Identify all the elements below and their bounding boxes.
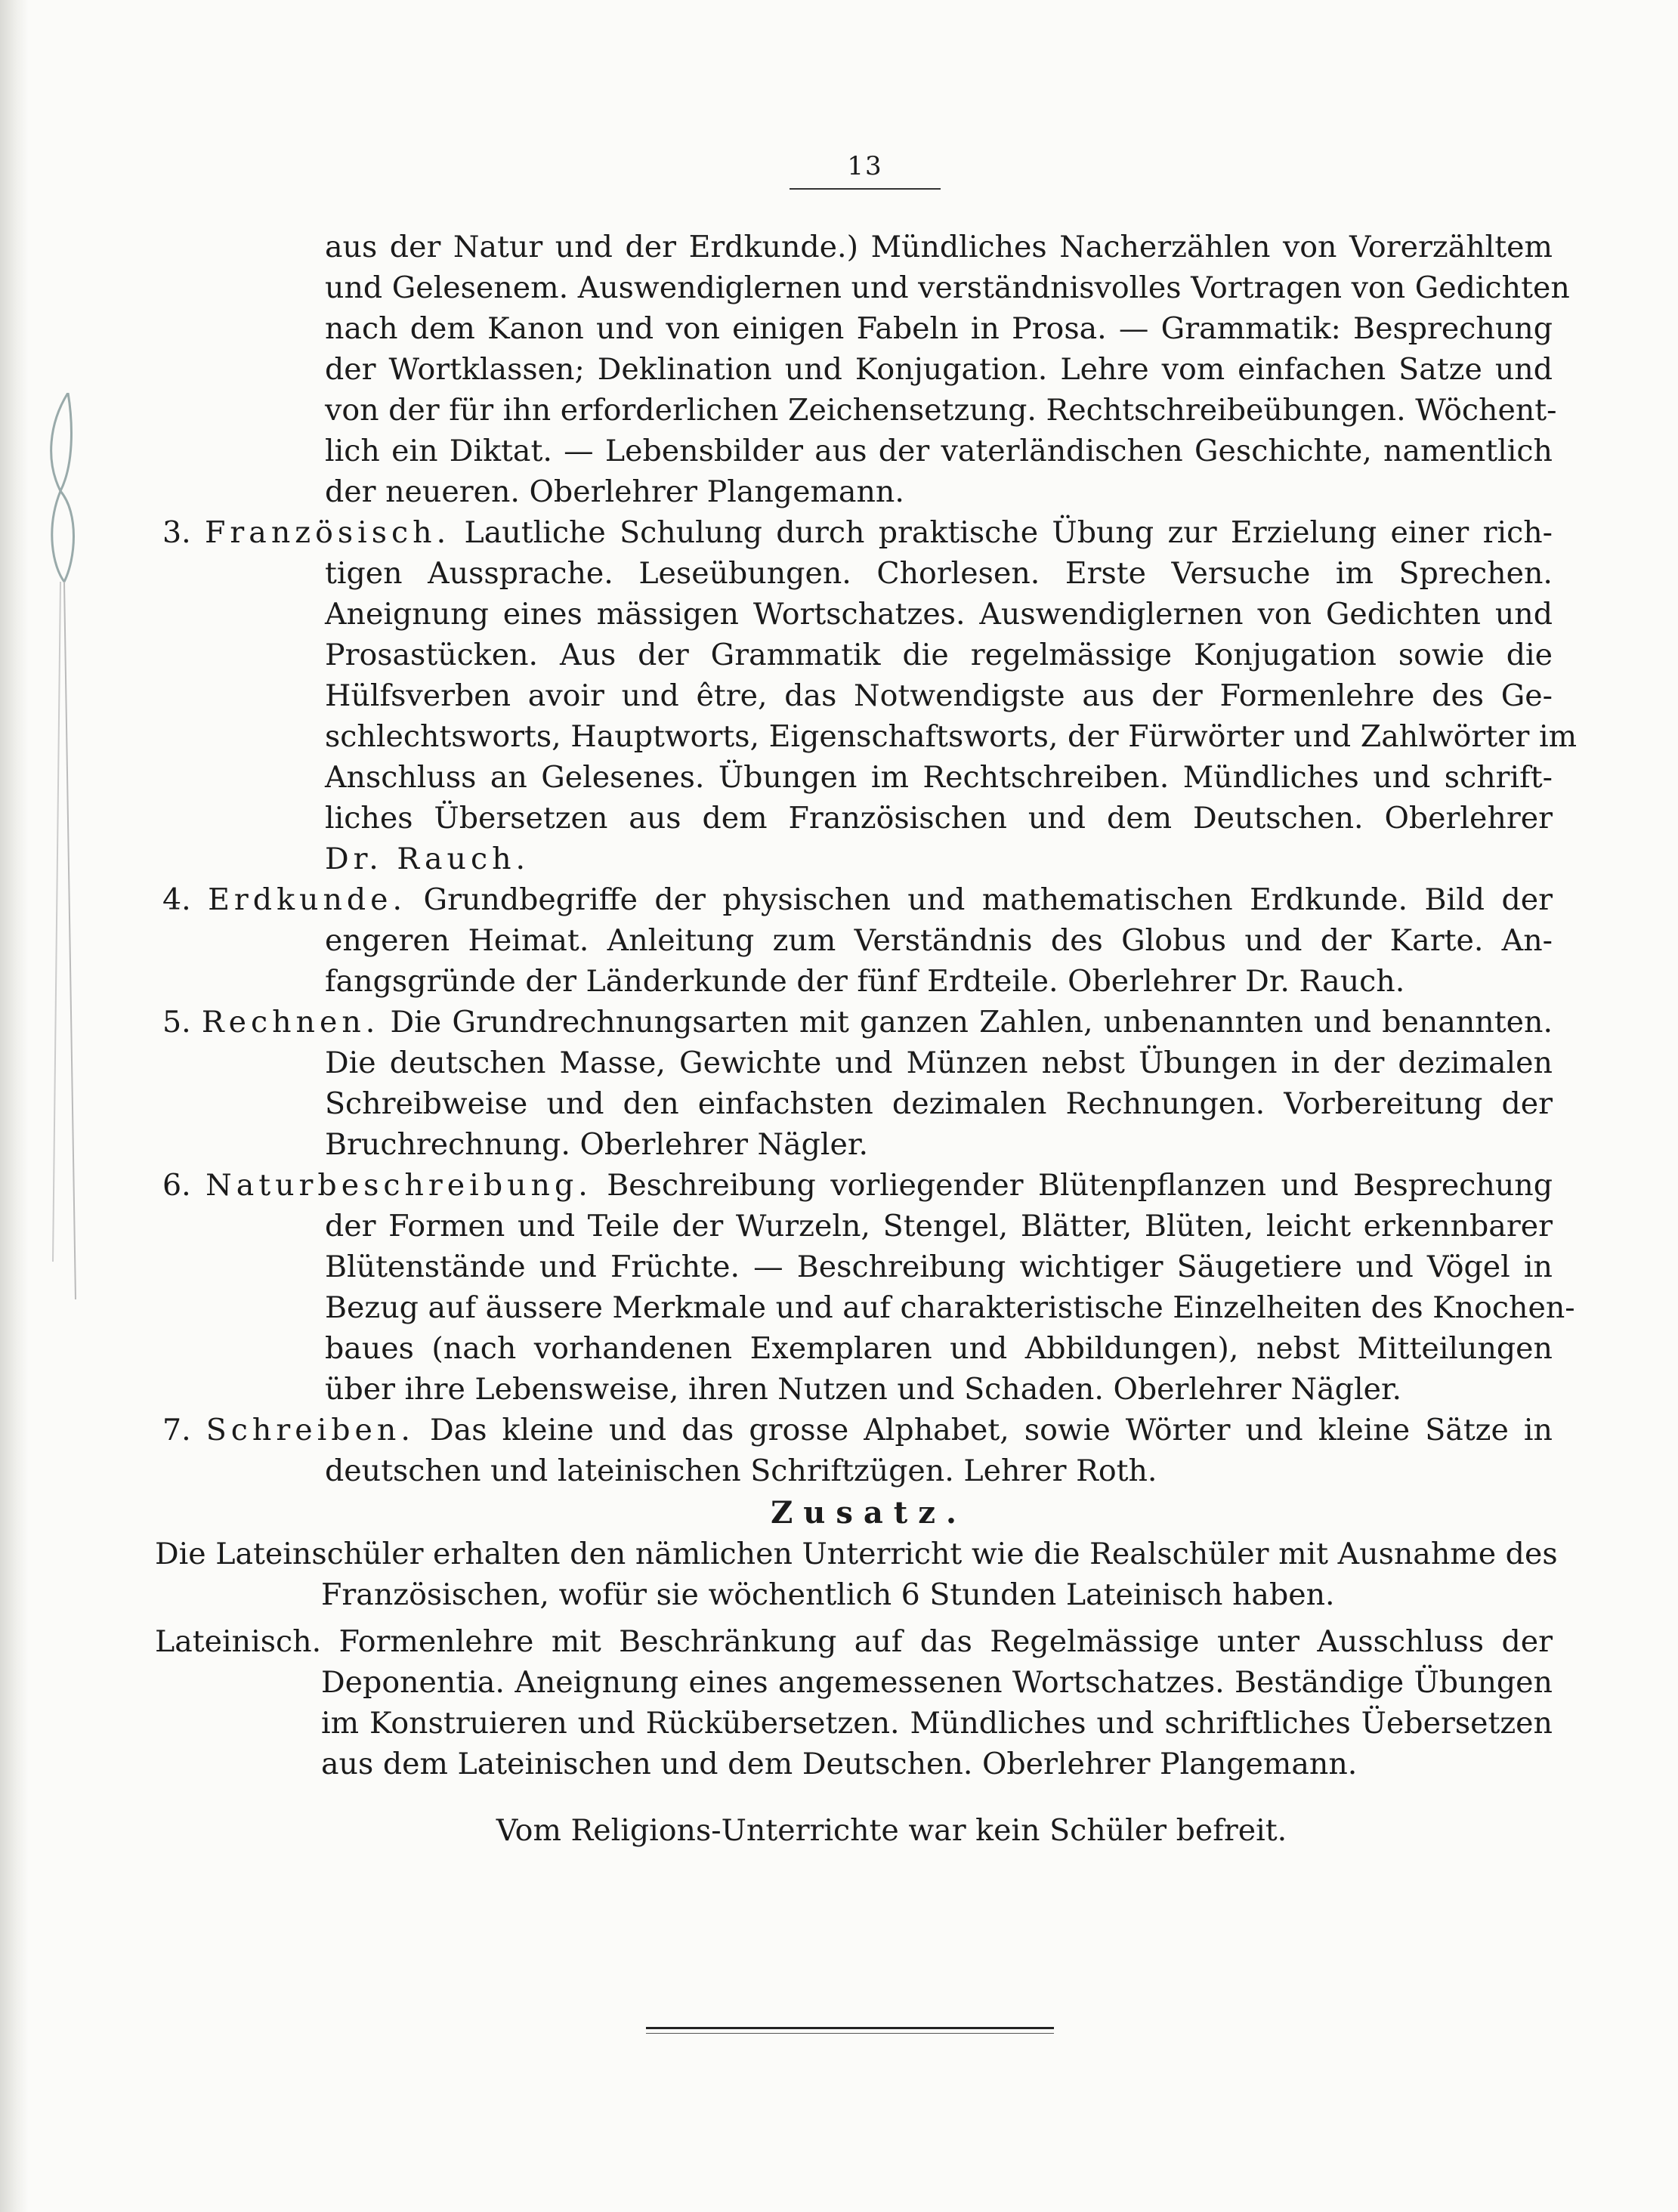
text-line: tigen Aussprache. Leseübungen. Chorlesen. Erste Versuche im Sprechen. — [325, 556, 1553, 591]
text-line: liches Übersetzen aus dem Französischen und dem Deutschen. Oberlehrer — [325, 801, 1553, 836]
text-line: Prosastücken. Aus der Grammatik die regelmässige Konjugation sowie die — [325, 638, 1553, 672]
subject-text: Das kleine und das grosse Alphabet, sowie Wörter und kleine Sätze in — [429, 1413, 1553, 1447]
text-line: Hülfsverben avoir und être, das Notwendigste aus der Formenlehre des Ge- — [325, 678, 1553, 713]
text-line: schlechtsworts, Hauptworts, Eigenschaftsworts, der Fürwörter und Zahlwörter im — [325, 719, 1578, 754]
text-line: Aneignung eines mässigen Wortschatzes. Auswendiglernen von Gedichten und — [325, 597, 1553, 632]
subject-title: Rechnen. — [201, 1005, 380, 1040]
text-line: im Konstruieren und Rückübersetzen. Mündliches und schriftliches Üebersetzen — [321, 1706, 1553, 1741]
text-line: der Wortklassen; Deklination und Konjugation. Lehre vom einfachen Satze und — [325, 352, 1553, 387]
subject-text: Grundbegriffe der physischen und mathematischen Erdkunde. Bild der — [423, 882, 1553, 917]
subject-title: Naturbeschreibung. — [206, 1168, 592, 1203]
subject-first-line — [162, 512, 1553, 553]
subject-rechnen — [155, 1002, 1553, 1165]
subject-first-line — [162, 1165, 1553, 1206]
subject-text: Die Grundrechnungsarten mit ganzen Zahlen, unbenannten und benannten. — [390, 1005, 1553, 1040]
subject-number: 6. — [162, 1168, 191, 1203]
subject-franzoesisch — [155, 512, 1578, 879]
subject-title: Erdkunde. — [208, 882, 407, 917]
page-binding-shadow — [0, 0, 29, 2212]
closing-note: Vom Religions-Unterrichte war kein Schüler befreit. — [496, 1813, 1287, 1848]
subject-title: Französisch. — [205, 515, 451, 550]
text-line: der Formen und Teile der Wurzeln, Stengel, Blätter, Blüten, leicht erkennbarer — [325, 1209, 1553, 1243]
continued-paragraph — [155, 227, 1570, 512]
text-line: nach dem Kanon und von einigen Fabeln in Prosa. — Grammatik: Besprechung — [325, 311, 1553, 346]
text-line: baues (nach vorhandenen Exemplaren und Abbildungen), nebst Mitteilungen — [325, 1331, 1553, 1366]
text-line: Französischen, wofür sie wöchentlich 6 Stunden Lateinisch haben. — [321, 1577, 1335, 1612]
page-body — [155, 227, 1578, 1851]
subject-text: Beschreibung vorliegender Blütenpflanzen und Besprechung — [607, 1168, 1553, 1203]
text-line: aus dem Lateinischen und dem Deutschen. Oberlehrer Plangemann. — [321, 1747, 1358, 1781]
subject-title: Schreiben. — [206, 1413, 415, 1447]
text-line: Blütenstände und Früchte. — Beschreibung wichtiger Säugetiere und Vögel in — [325, 1250, 1553, 1284]
subject-naturbeschreibung — [155, 1165, 1575, 1410]
zusatz-lateinisch — [155, 1621, 1553, 1784]
subject-first-line — [162, 1002, 1553, 1043]
text-line: Die deutschen Masse, Gewichte und Münzen nebst Übungen in der dezimalen — [325, 1046, 1553, 1080]
zusatz-intro — [155, 1534, 1558, 1615]
text-line: fangsgründe der Länderkunde der fünf Erdteile. Oberlehrer Dr. Rauch. — [325, 964, 1405, 999]
page-number: 13 — [847, 151, 883, 181]
page-number-rule — [790, 188, 941, 190]
subject-number: 4. — [162, 882, 191, 917]
binding-thread-image — [45, 393, 136, 1299]
text-line: Deponentia. Aneignung eines angemessenen Wortschatzes. Beständige Übungen — [321, 1665, 1553, 1700]
text-line: von der für ihn erforderlichen Zeichensetzung. Rechtschreibeübungen. Wöchent- — [325, 393, 1557, 428]
text-line: Die Lateinschüler erhalten den nämlichen Unterricht wie die Realschüler mit Ausnahme des — [155, 1537, 1558, 1571]
subject-number: 5. — [162, 1005, 191, 1040]
text-line: Bruchrechnung. Oberlehrer Nägler. — [325, 1127, 869, 1162]
subject-first-line — [162, 879, 1553, 920]
text-line: Lateinisch. Formenlehre mit Beschränkung auf das Regelmässige unter Ausschluss der — [155, 1624, 1553, 1659]
text-line: Schreibweise und den einfachsten dezimalen Rechnungen. Vorbereitung der — [325, 1086, 1553, 1121]
text-line: der neueren. Oberlehrer Plangemann. — [325, 474, 904, 509]
subject-number: 7. — [162, 1413, 191, 1447]
subject-schreiben — [155, 1410, 1553, 1491]
subject-number: 3. — [162, 515, 191, 550]
zusatz-heading: Zusatz. — [771, 1495, 967, 1531]
text-line: Dr. Rauch. — [325, 842, 530, 876]
text-line: deutschen und lateinischen Schriftzügen. Lehrer Roth. — [325, 1454, 1157, 1488]
subject-erdkunde — [155, 879, 1553, 1002]
subject-first-line — [162, 1410, 1553, 1450]
text-line: lich ein Diktat. — Lebensbilder aus der vaterländischen Geschichte, namentlich — [325, 434, 1553, 468]
end-rule — [646, 2027, 1054, 2029]
text-line: über ihre Lebensweise, ihren Nutzen und Schaden. Oberlehrer Nägler. — [325, 1372, 1402, 1407]
end-rule-thin — [646, 2033, 1054, 2034]
text-line: Anschluss an Gelesenes. Übungen im Rechtschreiben. Mündliches und schrift- — [325, 760, 1553, 795]
subject-text: Lautliche Schulung durch praktische Übung zur Erzielung einer rich- — [464, 515, 1553, 550]
text-line: und Gelesenem. Auswendiglernen und verständnisvolles Vortragen von Gedichten — [325, 270, 1570, 305]
text-line: Bezug auf äussere Merkmale und auf charakteristische Einzelheiten des Knochen- — [325, 1290, 1575, 1325]
text-line: engeren Heimat. Anleitung zum Verständnis des Globus und der Karte. An- — [325, 923, 1553, 958]
text-line: aus der Natur und der Erdkunde.) Mündliches Nacherzählen von Vorerzähltem — [325, 230, 1553, 264]
